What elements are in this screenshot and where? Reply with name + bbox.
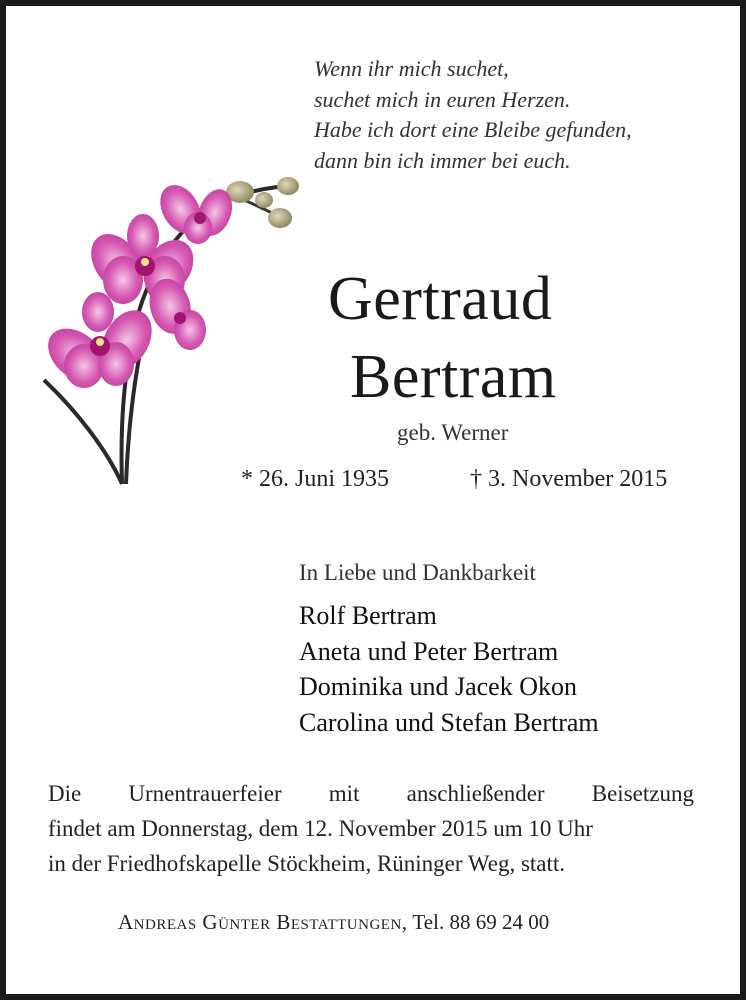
mourners-list xyxy=(299,598,599,740)
ceremony-word: Urnentrauerfeier xyxy=(128,781,282,806)
deceased-first-name: Gertraud xyxy=(328,265,553,333)
poem-line: Wenn ihr mich suchet, xyxy=(314,56,509,81)
ceremony-word: Die xyxy=(48,781,82,806)
birth-date: * 26. Juni 1935 xyxy=(241,466,390,492)
ceremony-line: in der Friedhofskapelle Stöckheim, Rüninger Weg, statt. xyxy=(48,851,566,876)
mourners-intro: In Liebe und Dankbarkeit xyxy=(299,560,536,585)
poem-line: dann bin ich immer bei euch. xyxy=(314,147,571,173)
poem-line: Habe ich dort eine Bleibe gefunden, xyxy=(314,117,632,142)
ceremony-word: anschließender xyxy=(406,781,545,806)
birth-name: geb. Werner xyxy=(397,420,509,445)
undertaker-phone: Tel. 88 69 24 00 xyxy=(412,910,550,934)
poem xyxy=(314,54,632,176)
mourner-name: Dominika und Jacek Okon xyxy=(299,672,578,701)
death-date: † 3. November 2015 xyxy=(470,466,668,492)
ceremony-line xyxy=(48,776,694,811)
ceremony-word: mit xyxy=(328,781,360,806)
ceremony-line: findet am Donnerstag, dem 12. November 2015 um 10 Uhr xyxy=(48,816,593,841)
ceremony-notice xyxy=(48,776,694,881)
mourner-name: Rolf Bertram xyxy=(299,601,437,630)
deceased-last-name: Bertram xyxy=(350,343,557,411)
orchid-image xyxy=(38,172,308,490)
poem-line: suchet mich in euren Herzen. xyxy=(314,86,571,112)
undertaker-name: Andreas Günter Bestattungen, xyxy=(118,910,408,934)
undertaker-line xyxy=(118,910,549,935)
ceremony-word: Beisetzung xyxy=(591,781,694,806)
mourner-name: Aneta und Peter Bertram xyxy=(299,636,559,666)
mourner-name: Carolina und Stefan Bertram xyxy=(299,707,599,737)
